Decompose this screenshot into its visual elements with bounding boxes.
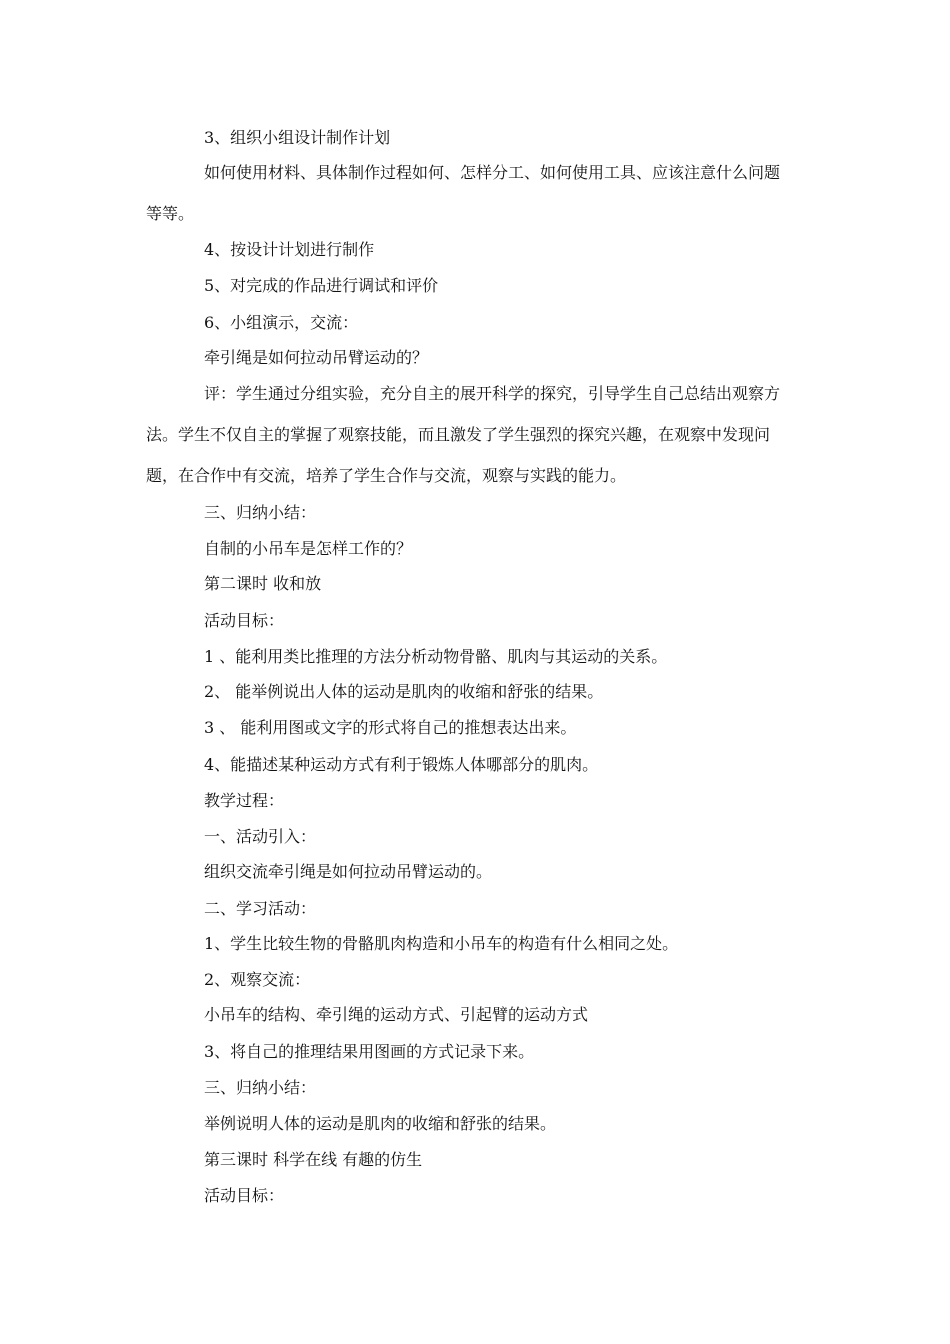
text-line: 牵引绳是如何拉动吊臂运动的？ [204, 348, 429, 367]
section-heading: 一、活动引入： [204, 827, 317, 846]
text-line: 3、组织小组设计制作计划 [204, 128, 391, 147]
lesson-heading: 第二课时 收和放 [204, 574, 322, 593]
text-line: 举例说明人体的运动是肌肉的收缩和舒张的结果。 [204, 1114, 557, 1133]
section-heading: 二、学习活动： [204, 899, 317, 918]
text-line: 题，在合作中有交流，培养了学生合作与交流，观察与实践的能力。 [146, 466, 627, 485]
text-line: 自制的小吊车是怎样工作的？ [204, 539, 413, 558]
text-line: 法。学生不仅自主的掌握了观察技能，而且激发了学生强烈的探究兴趣，在观察中发现问 [146, 425, 771, 444]
list-item: 3 、 能利用图或文字的形式将自己的推想表达出来。 [204, 718, 577, 737]
list-item: 1、学生比较生物的骨骼肌肉构造和小吊车的构造有什么相同之处。 [204, 934, 679, 953]
list-item: 3、将自己的推理结果用图画的方式记录下来。 [204, 1042, 535, 1061]
text-line: 组织交流牵引绳是如何拉动吊臂运动的。 [204, 862, 493, 881]
lesson-heading: 第三课时 科学在线 有趣的仿生 [204, 1150, 423, 1169]
section-heading: 活动目标： [204, 1186, 285, 1205]
section-heading: 活动目标： [204, 611, 285, 630]
text-line: 5、对完成的作品进行调试和评价 [204, 276, 439, 295]
section-heading: 三、归纳小结： [204, 503, 317, 522]
section-heading: 三、归纳小结： [204, 1078, 317, 1097]
section-heading: 教学过程： [204, 791, 285, 810]
list-item: 2、观察交流： [204, 970, 311, 989]
list-item: 4、能描述某种运动方式有利于锻炼人体哪部分的肌肉。 [204, 755, 599, 774]
list-item: 1 、能利用类比推理的方法分析动物骨骼、肌肉与其运动的关系。 [204, 647, 668, 666]
text-line: 6、小组演示，交流： [204, 313, 359, 332]
text-line: 评：学生通过分组实验，充分自主的展开科学的探究，引导学生自己总结出观察方 [204, 384, 781, 403]
text-line: 等等。 [146, 204, 195, 223]
text-line: 小吊车的结构、牵引绳的运动方式、引起臂的运动方式 [204, 1005, 589, 1024]
text-line: 如何使用材料、具体制作过程如何、怎样分工、如何使用工具、应该注意什么问题 [204, 163, 781, 182]
list-item: 2、 能举例说出人体的运动是肌肉的收缩和舒张的结果。 [204, 682, 604, 701]
text-line: 4、按设计计划进行制作 [204, 240, 375, 259]
